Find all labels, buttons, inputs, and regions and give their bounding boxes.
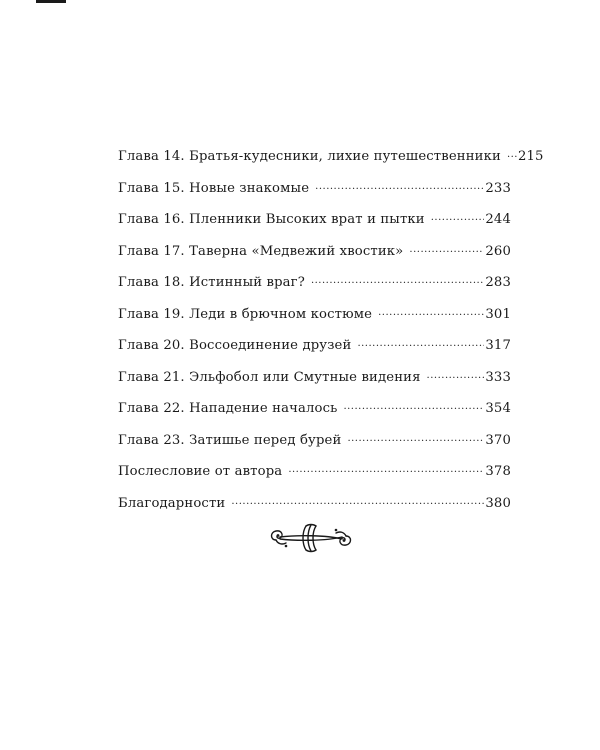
dot-leader <box>231 494 484 507</box>
toc-entry-title: Глава 16. Пленники Высоких врат и пытки <box>118 212 425 228</box>
toc-entry-title: Глава 18. Истинный враг? <box>118 275 305 291</box>
toc-entry-page: 317 <box>485 338 511 354</box>
toc-entry-page: 354 <box>485 401 511 417</box>
toc-entry-title: Глава 21. Эльфобол или Смутные видения <box>118 369 421 385</box>
toc-entry-title: Послесловие от автора <box>118 464 283 480</box>
toc-entry-20[interactable] <box>118 336 511 368</box>
toc-entry-16[interactable] <box>118 210 511 242</box>
toc-entry-title: Глава 19. Леди в брючном костюме <box>118 306 373 322</box>
toc-entry-page: 233 <box>485 180 511 196</box>
toc-entry-afterword[interactable] <box>118 462 511 494</box>
dot-leader <box>315 179 484 192</box>
toc-entry-page: 380 <box>485 495 511 511</box>
toc-entry-page: 283 <box>485 275 511 291</box>
toc-entry-18[interactable] <box>118 273 511 305</box>
dot-leader <box>347 431 484 444</box>
toc-entry-15[interactable] <box>118 179 511 211</box>
toc-entry-title: Глава 22. Нападение началось <box>118 401 338 417</box>
toc-entry-title: Глава 20. Воссоединение друзей <box>118 338 352 354</box>
toc-entry-page: 333 <box>485 369 511 385</box>
toc-entry-19[interactable] <box>118 305 511 337</box>
dot-leader <box>378 305 484 318</box>
toc-entry-title: Глава 15. Новые знакомые <box>118 180 310 196</box>
dot-leader <box>409 242 484 255</box>
toc-entry-22[interactable] <box>118 399 511 431</box>
dot-leader <box>311 273 484 286</box>
flourish-ornament-icon <box>268 520 354 556</box>
dot-leader <box>343 399 484 412</box>
toc-entry-page: 378 <box>485 464 511 480</box>
dot-leader <box>431 210 485 223</box>
toc-entry-page: 370 <box>485 432 511 448</box>
dot-leader <box>357 336 484 349</box>
toc-entry-title: Глава 23. Затишье перед бурей <box>118 432 342 448</box>
table-of-contents <box>118 147 544 525</box>
dot-leader <box>427 368 485 381</box>
toc-entry-page: 244 <box>485 212 511 228</box>
toc-entry-page: 301 <box>485 306 511 322</box>
toc-entry-17[interactable] <box>118 242 511 274</box>
toc-entry-title: Глава 17. Таверна «Медвежий хвостик» <box>118 243 404 259</box>
toc-entry-page: 260 <box>485 243 511 259</box>
toc-entry-page: 215 <box>517 149 544 165</box>
toc-entry-14[interactable] <box>118 147 544 179</box>
toc-entry-title: Глава 14. Братья-кудесники, лихие путешественники <box>118 149 501 165</box>
dot-leader <box>507 147 517 160</box>
corner-mark <box>36 0 66 3</box>
toc-entry-title: Благодарности <box>118 495 226 511</box>
toc-entry-21[interactable] <box>118 368 511 400</box>
dot-leader <box>288 462 484 475</box>
toc-entry-23[interactable] <box>118 431 511 463</box>
